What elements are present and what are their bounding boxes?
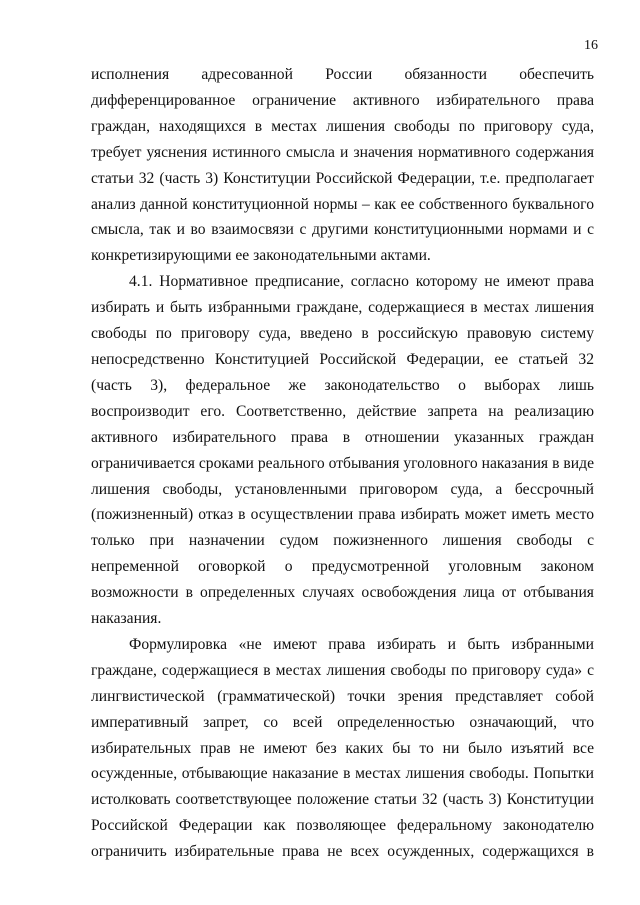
paragraph-continued: исполнения адресованной России обязанности обеспечить дифференцированное ограничение активного избирательного права граждан, находящихся в местах лишения свободы по приговору суда, требует уяснения истинного смысла и значения нормативного содержания статьи 32 (часть 3) Конституции Российской Федерации, т.е. предполагает анализ данной конституционной нормы – как ее собственного буквального смысла, так и во взаимосвязи с другими конституционными нормами и с конкретизирующими ее законодательными актами.	[91, 66, 594, 265]
paragraph-section-4-1: 4.1. Нормативное предписание, согласно которому не имеют права избирать и быть избранными граждане, содержащиеся в местах лишения свободы по приговору суда, введено в российскую правовую систему непосредственно Конституцией Российской Федерации, ее статьей 32 (часть 3), федеральное же законодательство о выборах лишь воспроизводит его. Соответственно, действие запрета на реализацию активного избирательного права в отношении указанных граждан ограничивается сроками реального отбывания уголовного наказания в виде лишения свободы, установленными приговором суда, а бессрочный (пожизненный) отказ в осуществлении права избирать может иметь место только при назначении судом пожизненного лишения свободы с непременной оговоркой о предусмотренной уголовным законом возможности в определенных случаях освобождения лица от отбывания наказания.	[91, 273, 594, 628]
paragraph-formulation: Формулировка «не имеют права избирать и быть избранными граждане, содержащиеся в местах лишения свободы по приговору суда» с лингвистической (грамматической) точки зрения представляет собой императивный запрет, со всей определенностью означающий, что избирательных прав не имеют без каких бы то ни было изъятий все осужденные, отбывающие наказание в местах лишения свободы. Попытки истолковать соответствующее положение статьи 32 (часть 3) Конституции Российской Федерации как позволяющее федеральному законодателю ограничить избирательные права не всех осужденных, содержащихся в	[91, 635, 594, 861]
page-number: 16	[584, 38, 598, 53]
body-text	[91, 62, 594, 865]
